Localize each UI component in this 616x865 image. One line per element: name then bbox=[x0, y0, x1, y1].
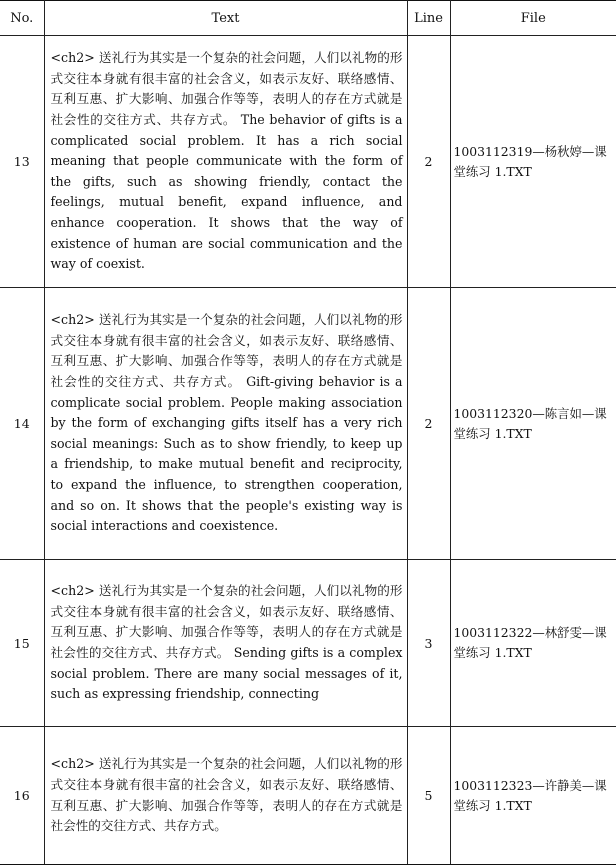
row-number: 15 bbox=[0, 560, 44, 727]
row-line: 3 bbox=[407, 560, 450, 727]
row-text: <ch2> 送礼行为其实是一个复杂的社会问题，人们以礼物的形式交往本身就有很丰富的社会含义，如表示友好、联络感情、互利互惠、扩大影响、加强合作等等，表明人的存在方式就是社会性的交往方式、共存方式。 bbox=[44, 727, 407, 865]
row-number: 13 bbox=[0, 36, 44, 288]
row-number: 16 bbox=[0, 727, 44, 865]
row-number: 14 bbox=[0, 288, 44, 560]
header-row bbox=[0, 1, 616, 36]
table-row bbox=[0, 36, 616, 288]
row-line: 2 bbox=[407, 36, 450, 288]
row-text: <ch2> 送礼行为其实是一个复杂的社会问题，人们以礼物的形式交往本身就有很丰富的社会含义，如表示友好、联络感情、互利互惠、扩大影响、加强合作等等，表明人的存在方式就是社会性的交往方式、共存方式。 Gift-giving behavior is a complicate social problem. People making association by the form of exchanging gifts itself has a very rich social meanings: Such as to show friendly, to keep up a friendship, to make mutual benefit and reciprocity, to expand the influence, to strengthen cooperation, and so on. It shows that the people's existing way is social interactions and coexistence. bbox=[44, 288, 407, 560]
table-row bbox=[0, 288, 616, 560]
row-file: 1003112319—杨秋婷—课堂练习 1.TXT bbox=[450, 36, 616, 288]
row-text: <ch2> 送礼行为其实是一个复杂的社会问题，人们以礼物的形式交往本身就有很丰富的社会含义，如表示友好、联络感情、互利互惠、扩大影响、加强合作等等，表明人的存在方式就是社会性的交往方式、共存方式。 Sending gifts is a complex social problem. There are many social messages of it, such as expressing friendship, connecting bbox=[44, 560, 407, 727]
row-file: 1003112322—林舒雯—课堂练习 1.TXT bbox=[450, 560, 616, 727]
header-no: No. bbox=[0, 1, 44, 36]
header-file: File bbox=[450, 1, 616, 36]
row-text: <ch2> 送礼行为其实是一个复杂的社会问题，人们以礼物的形式交往本身就有很丰富的社会含义，如表示友好、联络感情、互利互惠、扩大影响、加强合作等等，表明人的存在方式就是社会性的交往方式、共存方式。 The behavior of gifts is a complicated social problem. It has a rich social meaning that people communicate with the form of the gifts, such as showing friendly, contact the feelings, mutual benefit, expand influence, and enhance cooperation. It shows that the way of existence of human are social communication and the way of coexist. bbox=[44, 36, 407, 288]
row-line: 5 bbox=[407, 727, 450, 865]
table-row bbox=[0, 560, 616, 727]
row-line: 2 bbox=[407, 288, 450, 560]
row-file: 1003112320—陈言如—课堂练习 1.TXT bbox=[450, 288, 616, 560]
table-row bbox=[0, 727, 616, 865]
row-file: 1003112323—许静美—课堂练习 1.TXT bbox=[450, 727, 616, 865]
header-line: Line bbox=[407, 1, 450, 36]
header-text: Text bbox=[44, 1, 407, 36]
